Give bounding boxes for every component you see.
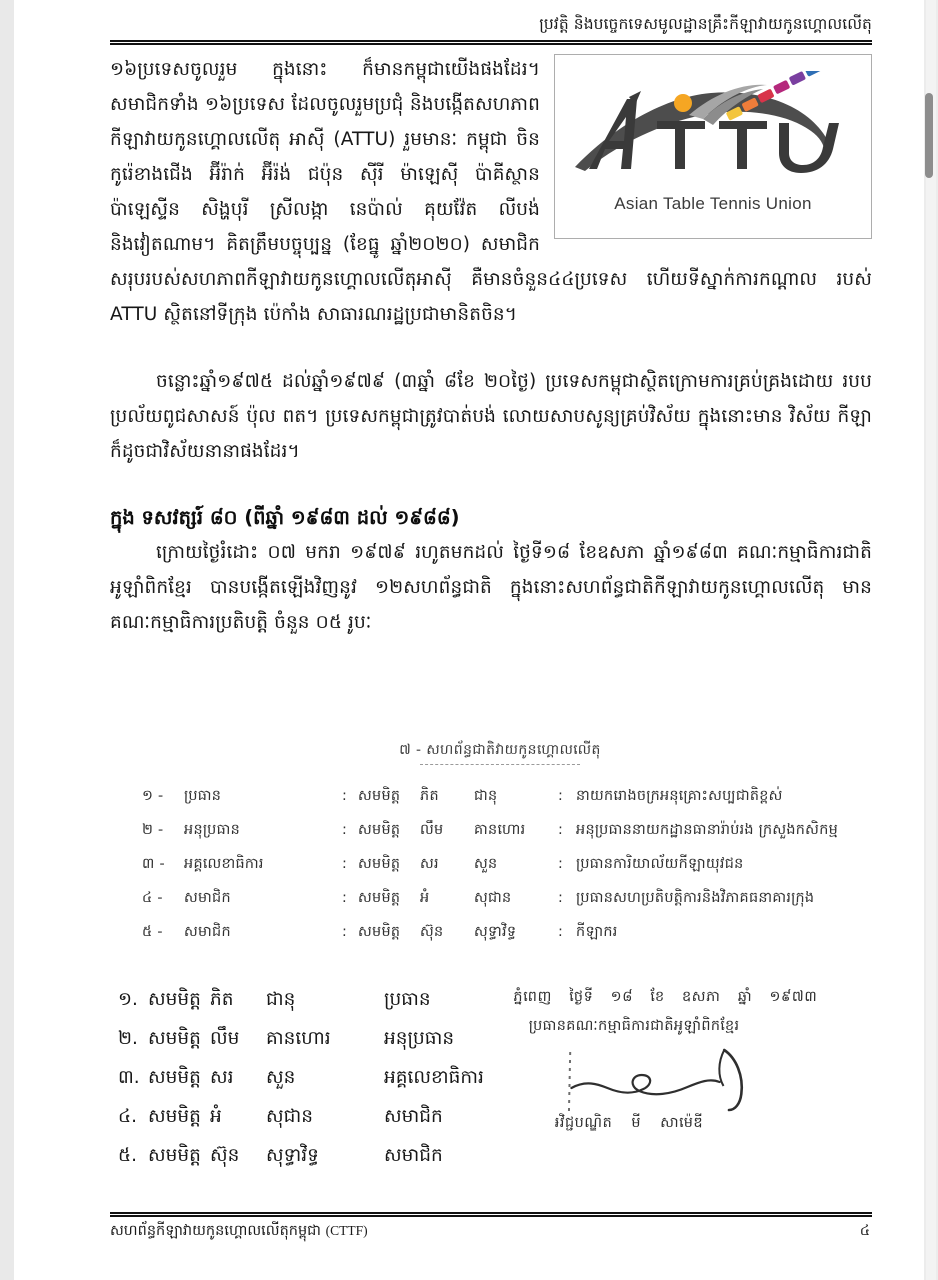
signature-dateline: [513, 988, 873, 1009]
scan-row-colon: :: [341, 788, 348, 804]
scan-row: [128, 915, 873, 949]
scan-row-given: គានហោរ: [473, 822, 526, 838]
scan-row-desc: កីឡាករ: [575, 924, 618, 940]
scan-row-role: អនុប្រធាន: [183, 822, 241, 838]
document-body: [110, 52, 872, 640]
scan-row-desc: នាយករោងចក្រអនុគ្រោះសប្បជាតិខ្ពស់: [575, 788, 783, 804]
footer-page-number: ៤: [859, 1223, 870, 1239]
scan-row-comrade: សមមិត្ត: [357, 822, 401, 838]
scan-row-number: ១ -: [141, 788, 164, 804]
signature-day-label: ថ្ងៃទី: [569, 989, 594, 1005]
scan-row-family: សរ: [419, 856, 439, 872]
signature-month: ឧសភា: [681, 989, 721, 1005]
member-number: ៣.: [118, 1067, 140, 1088]
scan-row-number: ៣ -: [141, 856, 166, 872]
member-number: ២.: [118, 1028, 138, 1049]
scan-row-comrade: សមមិត្ត: [357, 788, 401, 804]
scan-row-colon-2: :: [557, 788, 564, 804]
scan-row-colon-2: :: [557, 890, 564, 906]
scan-row-role: សមាជិក: [183, 890, 231, 906]
member-number: ១.: [118, 989, 138, 1010]
paragraph-khmer-rouge-period: [110, 364, 872, 469]
scan-row-role: អគ្គលេខាធិការ: [183, 856, 264, 872]
list-item: [118, 1058, 548, 1097]
paragraph-khmer-rouge-text: ចន្លោះឆ្នាំ១៩៧៥ ដល់ឆ្នាំ១៩៧៩ (៣ឆ្នាំ ៨ខែ ២០ថ្ងៃ) ប្រទេសកម្ពុជាស្ថិតក្រោមការគ្រប់គ្រងដោយ របបប្រល័យពូជសាសន៍ ប៉ុល ពត។ ប្រទេសកម្ពុជាត្រូវបាត់បង់ លោយសាបសូន្យគ្រប់វិស័យ ក្នុងនោះមាន វិស័យ កីឡា ក៏ដូចជាវិស័យនានាផងដែរ។: [110, 371, 872, 462]
scan-row-colon-2: :: [557, 924, 564, 940]
signature-day: ១៨: [610, 989, 634, 1005]
page-sheet: [110, 0, 872, 1280]
attu-logo-figure: [554, 54, 872, 239]
table-tennis-ball-icon: [674, 94, 692, 112]
footer-org-khmer: សហព័ន្ធកីឡាវាយកូនហ្គោលលើតុកម្ពុជា: [110, 1223, 326, 1239]
signature-block: [510, 988, 873, 1135]
member-given: សុទ្ធាវិទ្ធ: [266, 1145, 319, 1166]
scanned-document-image: [128, 740, 872, 968]
footer-rule: [110, 1212, 872, 1217]
member-family: លឹម: [210, 1028, 240, 1049]
member-role: អគ្គលេខាធិការ: [384, 1067, 484, 1088]
running-footer: [110, 1222, 872, 1243]
scan-row-comrade: សមមិត្ត: [357, 924, 401, 940]
member-given: សួន: [266, 1067, 296, 1088]
member-role: សមាជិក: [384, 1106, 443, 1127]
member-given: គានហោរ: [266, 1028, 331, 1049]
scan-row-role: ប្រធាន: [183, 788, 222, 804]
scan-title: ៧ - សហព័ន្ធជាតិវាយកូនហ្គោលលើតុ: [399, 742, 601, 758]
scan-row-colon: :: [341, 890, 348, 906]
scan-row-role: សមាជិក: [183, 924, 231, 940]
scan-row-given: សុជាន: [473, 890, 512, 906]
member-comrade: សមមិត្ត: [148, 1028, 201, 1049]
signature-month-label: ខែ: [650, 989, 665, 1005]
executive-committee-list: [118, 980, 548, 1175]
scan-row-colon: :: [341, 924, 348, 940]
signature-name-prefix: ៛វិជ្ជបណ្ឌិត: [554, 1115, 613, 1131]
scan-title-underline: [420, 763, 580, 765]
member-family: ភិត: [210, 989, 234, 1010]
footer-org-abbrev: (CTTF): [325, 1223, 368, 1238]
paragraph-1983-federations: [110, 535, 872, 640]
signature-year: ១៩៧៣: [769, 989, 818, 1005]
scan-row-family: លឹម: [419, 822, 444, 838]
scan-row-comrade: សមមិត្ត: [357, 856, 401, 872]
member-comrade: សមមិត្ត: [148, 1067, 201, 1088]
member-comrade: សមមិត្ត: [148, 989, 201, 1010]
member-comrade: សមមិត្ត: [148, 1145, 201, 1166]
member-family: សរ: [210, 1067, 234, 1088]
signature-name: [510, 1114, 870, 1135]
running-header: [110, 14, 872, 34]
scan-row-family: ភិត: [419, 788, 439, 804]
handwritten-signature-icon: [511, 1042, 873, 1114]
scan-row-family: ស៊ុន: [419, 924, 444, 940]
attu-caption: Asian Table Tennis Union: [614, 194, 812, 213]
signature-name-last: សាម៉េឌី: [660, 1115, 704, 1131]
viewer-left-gutter: [0, 0, 14, 1280]
scan-row-number: ២ -: [141, 822, 164, 838]
scan-row-colon-2: :: [557, 856, 564, 872]
member-number: ៥.: [118, 1145, 137, 1166]
member-given: សុជាន: [266, 1106, 313, 1127]
header-title: ប្រវត្តិ និងបច្ចេកទេសមូលដ្ឋានគ្រឹះកីឡាវាយកូនហ្គោលលើតុ: [539, 15, 872, 33]
scan-row-given: សួន: [473, 856, 498, 872]
paragraph-attu-membership: ១៦ប្រទេសចូលរួម ក្នុងនោះ ក៏មានកម្ពុជាយើងផងដែរ។ សមាជិកទាំង ១៦ប្រទេស ដែលចូលរួមប្រជុំ និងបង្កើតសហភាពកីឡាវាយកូនហ្គោលលើតុ អាស៊ី (ATTU) រួមមានៈ កម្ពុជា ចិន កូរ៉េខាងជើង អ៊ីរ៉ាក់ អ៊ីរ៉ង់ ជប៉ុន ស៊ីរី ម៉ាឡេស៊ី ប៉ាគីស្ថាន ប៉ាឡេស្ទីន សិង្ហបុរី ស្រីលង្កា នេប៉ាល់ គុយវ៉ែត លីបង់ និងវៀតណាម។ គិតត្រឹមបច្ចុប្បន្ន (ខែធ្នូ ឆ្នាំ២០២០) សមាជិកសរុបរបស់សហភាពកីឡាវាយកូនហ្គោលលើតុអាស៊ី គឺមានចំនួន៤៤ប្រទេស ហើយទីស្នាក់ការកណ្តាល របស់ ATTU ស្ថិតនៅទីក្រុង ប៉េកាំង សាធារណរដ្ឋប្រជាមានិតចិន។: [110, 59, 872, 325]
paragraph-spacer: [110, 332, 872, 364]
scan-row-colon-2: :: [557, 822, 564, 838]
member-family: ស៊ុន: [210, 1145, 240, 1166]
scan-row-colon: :: [341, 856, 348, 872]
scan-row-desc: ប្រធានការិយាល័យកីឡាយុវជន: [575, 856, 744, 872]
section-heading-80s: ក្នុង ទសវត្សរ៍ ៨០ (ពីឆ្នាំ ១៩៨៣ ដល់ ១៩៨៨): [110, 506, 460, 529]
list-item: [118, 1097, 548, 1136]
signature-place: ភ្នំពេញ: [513, 989, 553, 1005]
scan-row-desc: ប្រធានសហប្រតិបត្តិការនិងវិភាគធនាគារក្រុង: [575, 890, 815, 906]
member-role: ប្រធាន: [384, 989, 431, 1010]
member-given: ជានុ: [266, 989, 296, 1010]
scan-row: [128, 881, 873, 915]
scan-row-desc: អនុប្រធាននាយកដ្ឋានធានារ៉ាប់រង ក្រសួងកសិកម្ម: [575, 822, 839, 838]
attu-logo-icon: [571, 71, 857, 183]
paragraph-spacer-2: [110, 469, 872, 501]
scan-row: [128, 847, 873, 881]
header-rule: [110, 40, 872, 45]
signature-authority: ប្រធានគណៈកម្មាធិការជាតិអូឡាំពិកខ្មែរ: [528, 1018, 740, 1034]
scan-row-colon: :: [341, 822, 348, 838]
scan-row: [128, 779, 873, 813]
paragraph-1983-text: ក្រោយថ្ងៃរំដោះ ០៧ មករា ១៩៧៩ រហូតមកដល់ ថ្ងៃទី១៨ ខែឧសភា ឆ្នាំ១៩៨៣ គណៈកម្មាធិការជាតិ អូឡាំពិកខ្មែរ បានបង្កើតឡើងវិញនូវ ១២សហព័ន្ធជាតិ ក្នុងនោះសហព័ន្ធជាតិកីឡាវាយកូនហ្គោលលើតុ មាន គណៈកម្មាធិការប្រតិបត្តិ ចំនួន ០៥ រូបៈ: [110, 542, 872, 633]
scan-row-given: ជានុ: [473, 788, 498, 804]
vertical-scrollbar-thumb[interactable]: [925, 93, 933, 178]
list-item: [118, 1019, 548, 1058]
scan-row-comrade: សមមិត្ត: [357, 890, 401, 906]
list-item: [118, 980, 548, 1019]
scan-row-number: ៥ -: [141, 924, 163, 940]
member-role: អនុប្រធាន: [384, 1028, 455, 1049]
footer-organization: [110, 1222, 368, 1243]
member-comrade: សមមិត្ត: [148, 1106, 201, 1127]
vertical-scrollbar-track[interactable]: [926, 0, 936, 1280]
scan-row: [128, 813, 873, 847]
member-number: ៤.: [118, 1106, 137, 1127]
scan-row-given: សុទ្ធាវិទ្ធ: [473, 924, 517, 940]
scan-row-number: ៤ -: [141, 890, 163, 906]
scan-row-family: អំ: [419, 890, 430, 906]
signature-year-label: ឆ្នាំ: [737, 989, 753, 1005]
signature-name-first: មី: [631, 1115, 642, 1131]
member-family: អំ: [210, 1106, 222, 1127]
member-role: សមាជិក: [384, 1145, 443, 1166]
list-item: [118, 1136, 548, 1175]
